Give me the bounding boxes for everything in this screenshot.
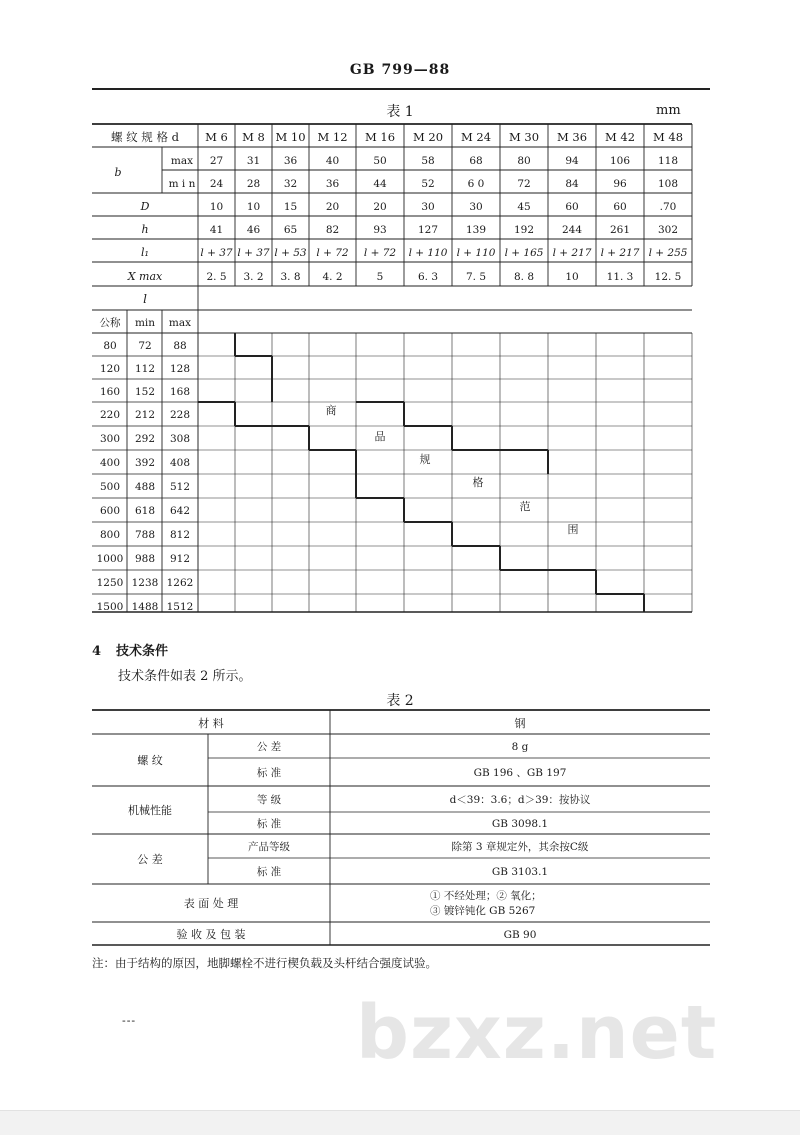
l-value: 912 bbox=[169, 553, 191, 565]
cell-value: 10 bbox=[246, 201, 261, 213]
cell-value: 10 bbox=[565, 271, 579, 283]
l-header: 公称 bbox=[99, 317, 121, 329]
cell-value: 94 bbox=[565, 155, 579, 167]
l-value: 1238 bbox=[131, 577, 159, 589]
cell-value: l + 217 bbox=[600, 247, 640, 259]
cell-value: 261 bbox=[609, 224, 631, 236]
l-value: 1512 bbox=[166, 601, 194, 613]
l-value: 168 bbox=[169, 386, 191, 398]
cell-value: 302 bbox=[657, 224, 679, 236]
watermark-logo: bzxz.net bbox=[356, 990, 718, 1076]
l-value: 228 bbox=[169, 409, 191, 421]
l-value: 72 bbox=[138, 340, 152, 352]
l-value: 112 bbox=[134, 363, 156, 375]
item-label: 产品等级 bbox=[248, 841, 290, 853]
cell-value: 30 bbox=[469, 201, 483, 213]
surface-line: ③ 镀锌钝化 GB 5267 bbox=[430, 905, 536, 917]
column-header: M 42 bbox=[604, 130, 636, 144]
cell-value: 24 bbox=[209, 178, 224, 190]
cell-value: l + 217 bbox=[552, 247, 592, 259]
range-char: 商 bbox=[325, 404, 337, 417]
cell-value: 6. 3 bbox=[417, 271, 439, 283]
l-value: 800 bbox=[99, 529, 121, 541]
cell-value: l + 255 bbox=[648, 247, 688, 259]
group-name: 机械性能 bbox=[128, 804, 172, 817]
l-value: 1262 bbox=[166, 577, 194, 589]
cell-value: 60 bbox=[565, 201, 579, 213]
row-label: h bbox=[141, 223, 149, 236]
item-value: d＜39：3.6；d＞39：按协议 bbox=[449, 794, 591, 806]
cell-value: l + 37 bbox=[200, 247, 233, 259]
column-header: M 48 bbox=[652, 130, 684, 144]
cell-value: 28 bbox=[246, 178, 261, 190]
cell-value: 93 bbox=[373, 224, 387, 236]
l-value: 292 bbox=[134, 433, 156, 445]
row-label: l₁ bbox=[141, 246, 149, 259]
table1-caption: 表 1 bbox=[386, 104, 414, 120]
column-header: M 20 bbox=[412, 130, 444, 144]
l-value: 88 bbox=[173, 340, 187, 352]
surface-line: ① 不经处理；② 氧化； bbox=[430, 890, 542, 902]
acceptance-value: GB 90 bbox=[503, 929, 537, 941]
l-value: 80 bbox=[103, 340, 117, 352]
l-value: 308 bbox=[169, 433, 191, 445]
cell-value: 46 bbox=[246, 224, 261, 236]
l-value: 128 bbox=[169, 363, 191, 375]
cell-value: 84 bbox=[565, 178, 579, 190]
item-value: 除第 3 章规定外，其余按C级 bbox=[451, 841, 589, 853]
row-sublabel: m i n bbox=[168, 178, 196, 190]
cell-value: 20 bbox=[373, 201, 387, 213]
cell-value: 15 bbox=[283, 201, 298, 213]
l-value: 408 bbox=[169, 457, 191, 469]
group-name: 公 差 bbox=[137, 853, 163, 866]
column-header: M 36 bbox=[556, 130, 588, 144]
item-label: 标 准 bbox=[256, 866, 282, 878]
l-value: 392 bbox=[134, 457, 156, 469]
cell-value: 7. 5 bbox=[465, 271, 487, 283]
cell-value: 192 bbox=[513, 224, 535, 236]
l-value: 220 bbox=[99, 409, 121, 421]
cell-value: 68 bbox=[469, 155, 483, 167]
row-label: b bbox=[114, 166, 122, 179]
row-label: D bbox=[140, 200, 150, 213]
cell-value: 118 bbox=[657, 155, 679, 167]
cell-value: 20 bbox=[325, 201, 340, 213]
column-header: M 16 bbox=[364, 130, 396, 144]
l-header: min bbox=[134, 317, 156, 329]
standard-header: GB 799—88 bbox=[349, 62, 451, 78]
section-title: 技术条件 bbox=[116, 644, 169, 659]
cell-value: 6 0 bbox=[467, 178, 485, 190]
l-value: 400 bbox=[99, 457, 121, 469]
cell-value: 50 bbox=[373, 155, 387, 167]
l-value: 1250 bbox=[96, 577, 124, 589]
cell-value: 32 bbox=[283, 178, 298, 190]
cell-value: l + 110 bbox=[408, 247, 448, 259]
item-value: 8 g bbox=[511, 741, 529, 753]
l-value: 152 bbox=[134, 386, 156, 398]
cell-value: 10 bbox=[209, 201, 224, 213]
item-label: 标 准 bbox=[256, 818, 282, 830]
cell-value: 8. 8 bbox=[513, 271, 535, 283]
cell-value: 27 bbox=[209, 155, 224, 167]
l-value: 618 bbox=[134, 505, 156, 517]
cell-value: 108 bbox=[657, 178, 679, 190]
l-value: 212 bbox=[134, 409, 156, 421]
cell-value: 5 bbox=[376, 271, 384, 283]
column-header: M 10 bbox=[275, 130, 306, 144]
acceptance-label: 验 收 及 包 装 bbox=[176, 928, 246, 941]
cell-value: 60 bbox=[613, 201, 627, 213]
cell-value: 4. 2 bbox=[322, 271, 343, 283]
cell-value: 127 bbox=[417, 224, 439, 236]
group-name: 螺 纹 bbox=[137, 754, 163, 767]
cell-value: 96 bbox=[613, 178, 627, 190]
item-value: GB 196 、GB 197 bbox=[473, 767, 567, 779]
l-value: 1488 bbox=[131, 601, 159, 613]
range-char: 围 bbox=[567, 523, 579, 536]
cell-value: l + 72 bbox=[363, 247, 397, 259]
item-value: GB 3098.1 bbox=[491, 818, 549, 830]
cell-value: 41 bbox=[209, 224, 224, 236]
l-value: 512 bbox=[169, 481, 191, 493]
section-4-paragraph: 技术条件如表 2 所示。 bbox=[118, 669, 252, 684]
cell-value: 36 bbox=[325, 178, 340, 190]
cell-value: 12. 5 bbox=[654, 271, 682, 283]
l-value: 160 bbox=[99, 386, 121, 398]
range-char: 规 bbox=[419, 453, 431, 466]
l-header: max bbox=[168, 317, 192, 329]
column-header: M 30 bbox=[508, 130, 540, 144]
cell-value: 82 bbox=[325, 224, 340, 236]
bottom-band bbox=[0, 1110, 800, 1135]
l-label: l bbox=[143, 292, 147, 306]
item-value: GB 3103.1 bbox=[491, 866, 549, 878]
cell-value: 52 bbox=[421, 178, 435, 190]
cell-value: l + 165 bbox=[504, 247, 544, 259]
section-number: 4 bbox=[92, 644, 102, 659]
cell-value: 139 bbox=[465, 224, 487, 236]
l-value: 120 bbox=[99, 363, 121, 375]
cell-value: 36 bbox=[283, 155, 298, 167]
table1-unit: mm bbox=[656, 103, 681, 118]
cell-value: 3. 2 bbox=[243, 271, 264, 283]
cell-value: 65 bbox=[283, 224, 298, 236]
item-label: 标 准 bbox=[256, 767, 282, 779]
column-header: M 24 bbox=[460, 130, 492, 144]
item-label: 公 差 bbox=[256, 741, 282, 753]
cell-value: 106 bbox=[609, 155, 631, 167]
cell-value: .70 bbox=[659, 201, 677, 213]
column-header: M 8 bbox=[242, 130, 265, 144]
l-value: 788 bbox=[134, 529, 156, 541]
cell-value: 40 bbox=[325, 155, 340, 167]
cell-value: 30 bbox=[421, 201, 435, 213]
spec-label: 螺 纹 规 格 d bbox=[111, 130, 179, 144]
l-value: 642 bbox=[169, 505, 191, 517]
l-value: 1500 bbox=[96, 601, 124, 613]
range-char: 格 bbox=[472, 476, 484, 489]
l-value: 812 bbox=[169, 529, 191, 541]
l-value: 600 bbox=[99, 505, 121, 517]
cell-value: l + 53 bbox=[274, 247, 307, 259]
cell-value: 2. 5 bbox=[206, 271, 227, 283]
cell-value: 244 bbox=[561, 224, 583, 236]
l-value: 300 bbox=[99, 433, 121, 445]
table-note: 注：由于结构的原因，地脚螺栓不进行楔负载及头杆结合强度试验。 bbox=[92, 956, 437, 970]
range-char: 范 bbox=[519, 500, 531, 513]
l-value: 500 bbox=[99, 481, 121, 493]
row-sublabel: max bbox=[170, 155, 194, 167]
cell-value: 58 bbox=[421, 155, 435, 167]
cell-value: 3. 8 bbox=[280, 271, 301, 283]
cell-value: 44 bbox=[373, 178, 387, 190]
table2-caption: 表 2 bbox=[386, 693, 414, 709]
footer-dashes: --- bbox=[122, 1014, 137, 1027]
row-label: X max bbox=[127, 270, 163, 283]
cell-value: 31 bbox=[246, 155, 261, 167]
l-value: 988 bbox=[134, 553, 156, 565]
cell-value: 80 bbox=[517, 155, 531, 167]
surface-label: 表 面 处 理 bbox=[183, 897, 239, 910]
l-value: 488 bbox=[134, 481, 156, 493]
column-header: M 12 bbox=[317, 130, 348, 144]
item-label: 等 级 bbox=[256, 794, 282, 806]
range-char: 品 bbox=[374, 430, 386, 443]
cell-value: l + 110 bbox=[456, 247, 496, 259]
l-value: 1000 bbox=[96, 553, 124, 565]
material-label: 材 料 bbox=[198, 717, 224, 730]
cell-value: 72 bbox=[517, 178, 531, 190]
cell-value: l + 72 bbox=[316, 247, 349, 259]
material-value: 钢 bbox=[514, 717, 526, 730]
cell-value: 45 bbox=[517, 201, 531, 213]
column-header: M 6 bbox=[205, 130, 228, 144]
cell-value: 11. 3 bbox=[606, 271, 634, 283]
cell-value: l + 37 bbox=[237, 247, 270, 259]
